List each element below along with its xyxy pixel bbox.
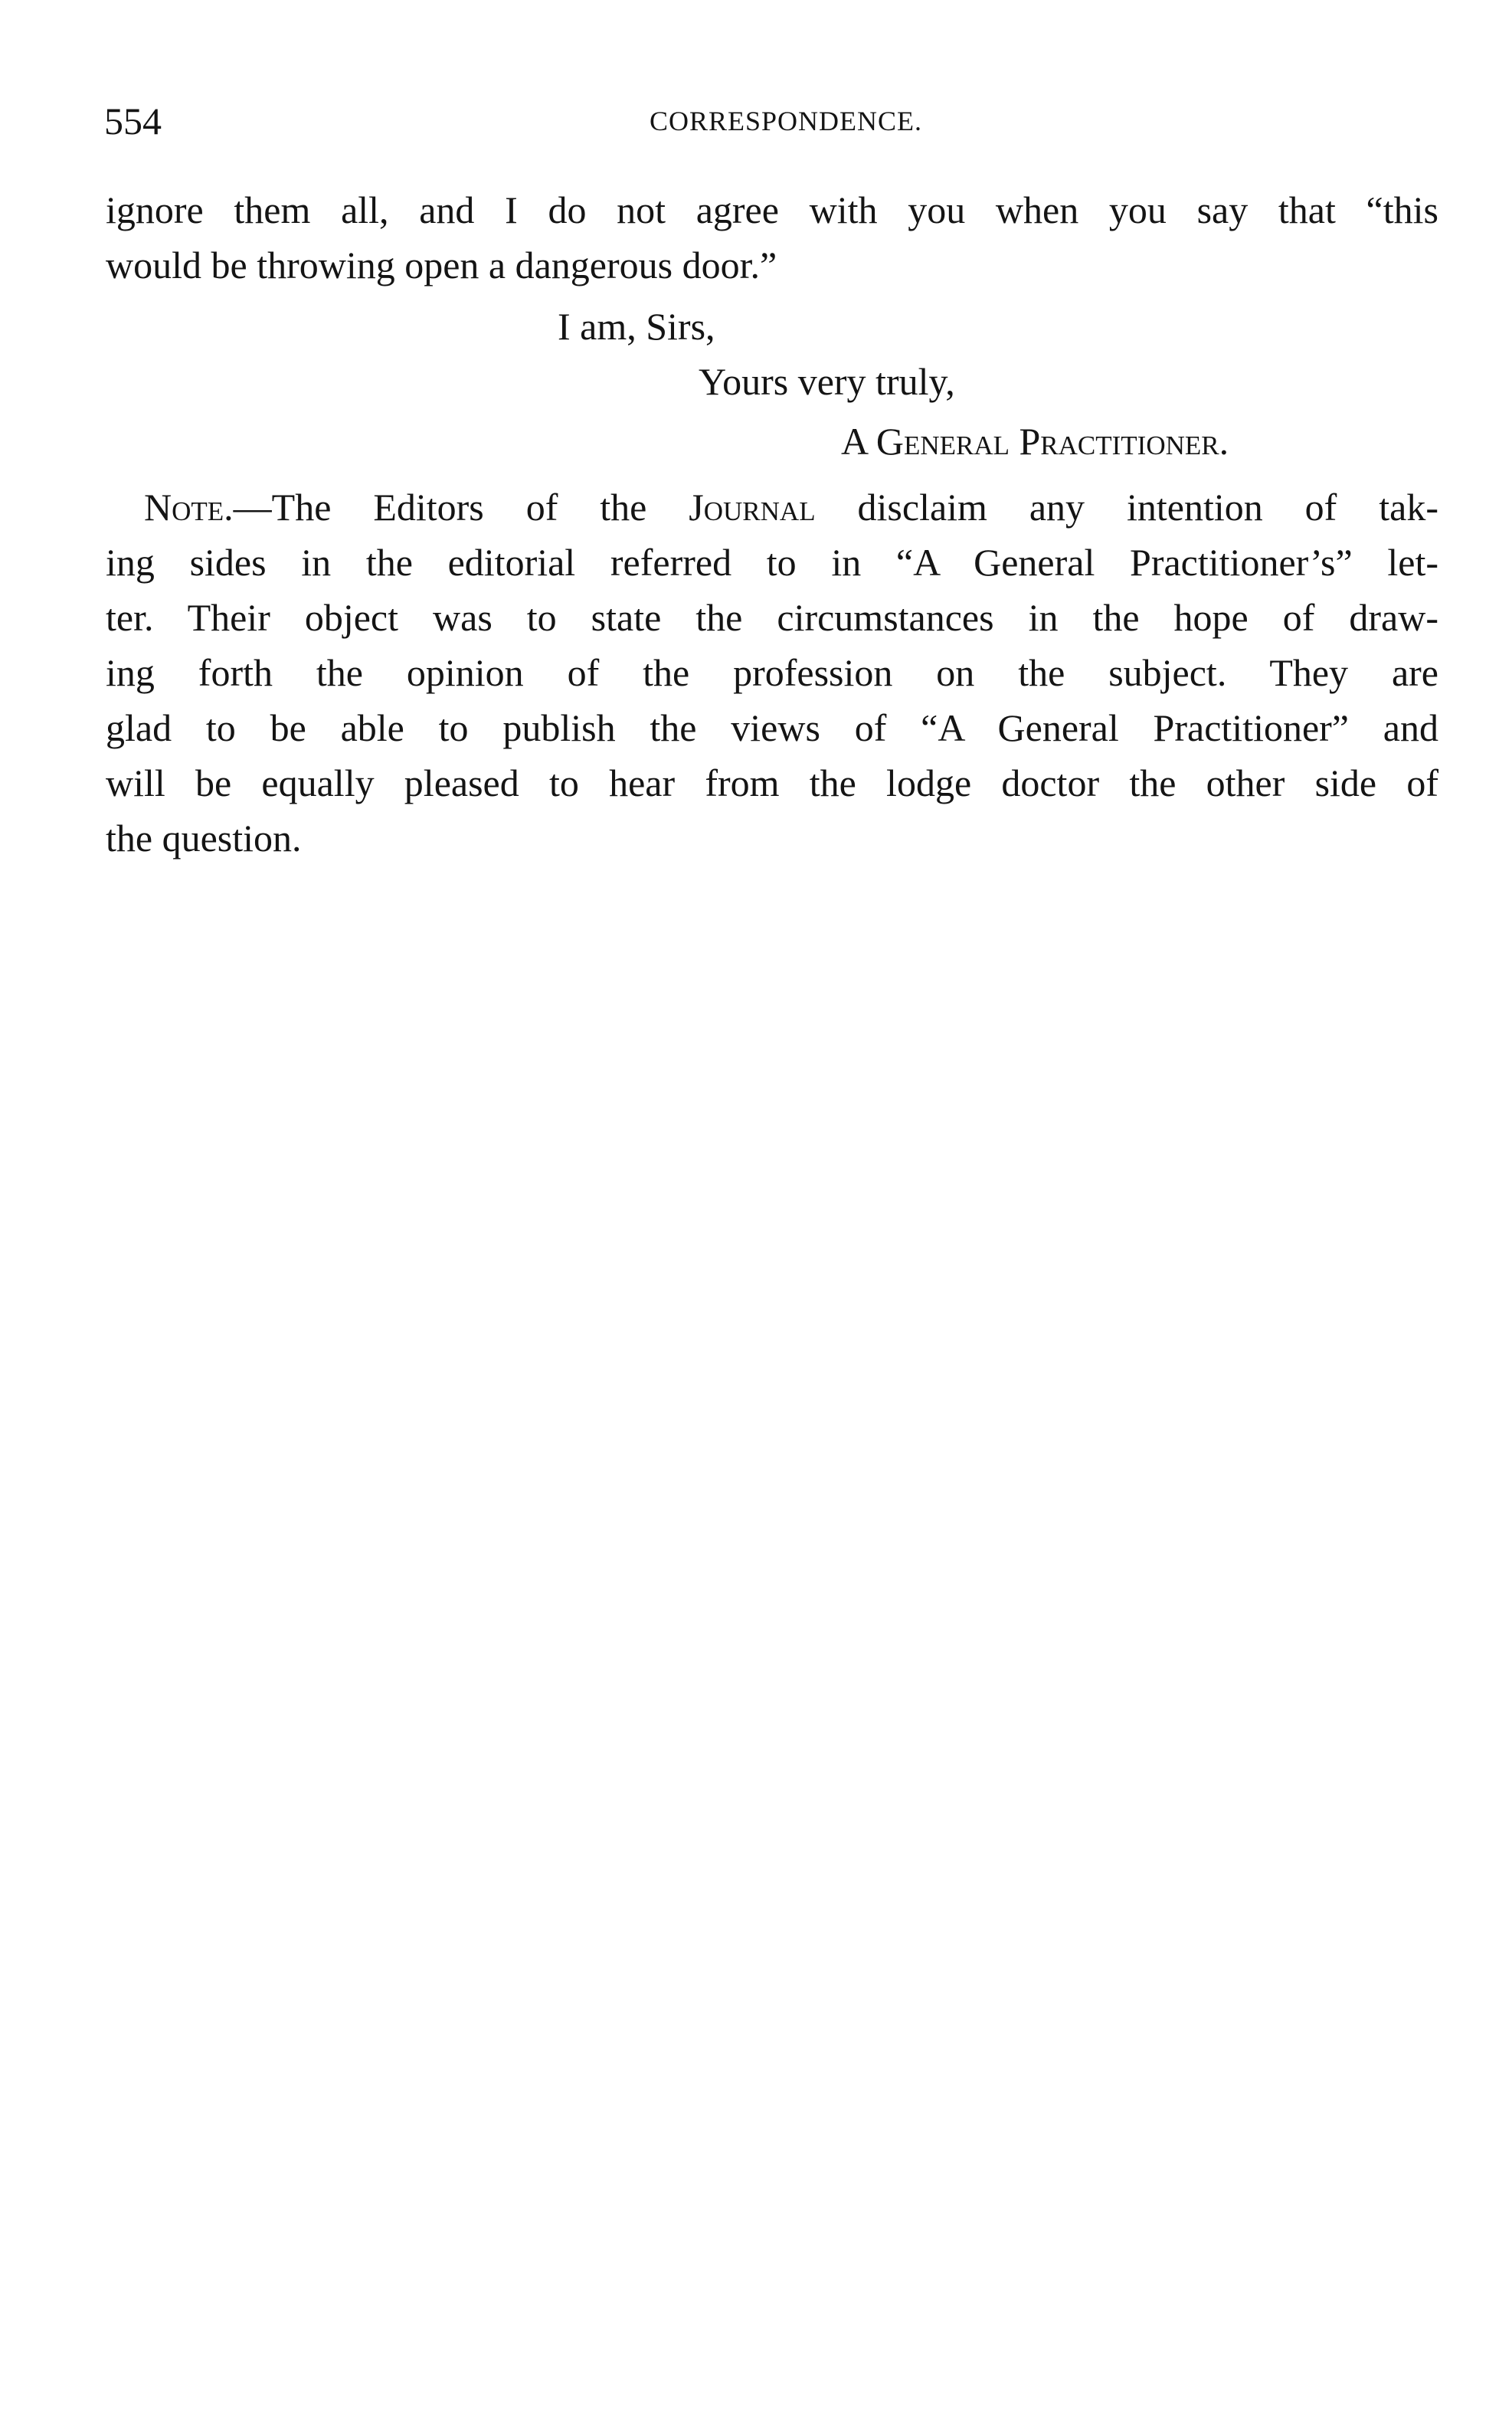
page-header bbox=[104, 98, 1437, 144]
note-text: —The Editors of the bbox=[233, 486, 689, 529]
letter-line: would be throwing open a dangerous door.” bbox=[106, 244, 777, 287]
journal-name: Journal bbox=[689, 486, 816, 529]
note-text: disclaim any intention of tak- bbox=[815, 486, 1439, 529]
note-line: ter. Their object was to state the circumstances in the hope of draw- bbox=[106, 596, 1438, 639]
note-line: will be equally pleased to hear from the lodge doctor the other side of bbox=[106, 761, 1438, 804]
note-line: ing sides in the editorial referred to in “A General Practitioner’s” let- bbox=[106, 541, 1438, 584]
note-line: ing forth the opinion of the profession on the subject. They are bbox=[106, 651, 1438, 694]
note-line: the question. bbox=[106, 817, 302, 860]
letter-valediction: Yours very truly, bbox=[699, 360, 955, 403]
letter-line: ignore them all, and I do not agree with you when you say that “this bbox=[106, 188, 1438, 231]
running-head: CORRESPONDENCE. bbox=[649, 106, 923, 136]
note-line bbox=[106, 480, 1438, 535]
letter-signature: A General Practitioner. bbox=[841, 420, 1229, 463]
editors-note bbox=[106, 480, 1438, 866]
letter-body-end bbox=[106, 182, 1438, 293]
note-line: glad to be able to publish the views of “A General Practitioner” and bbox=[106, 706, 1438, 749]
page-number: 554 bbox=[104, 100, 162, 142]
note-label: Note. bbox=[144, 486, 234, 529]
letter-salutation-close: I am, Sirs, bbox=[558, 305, 715, 348]
